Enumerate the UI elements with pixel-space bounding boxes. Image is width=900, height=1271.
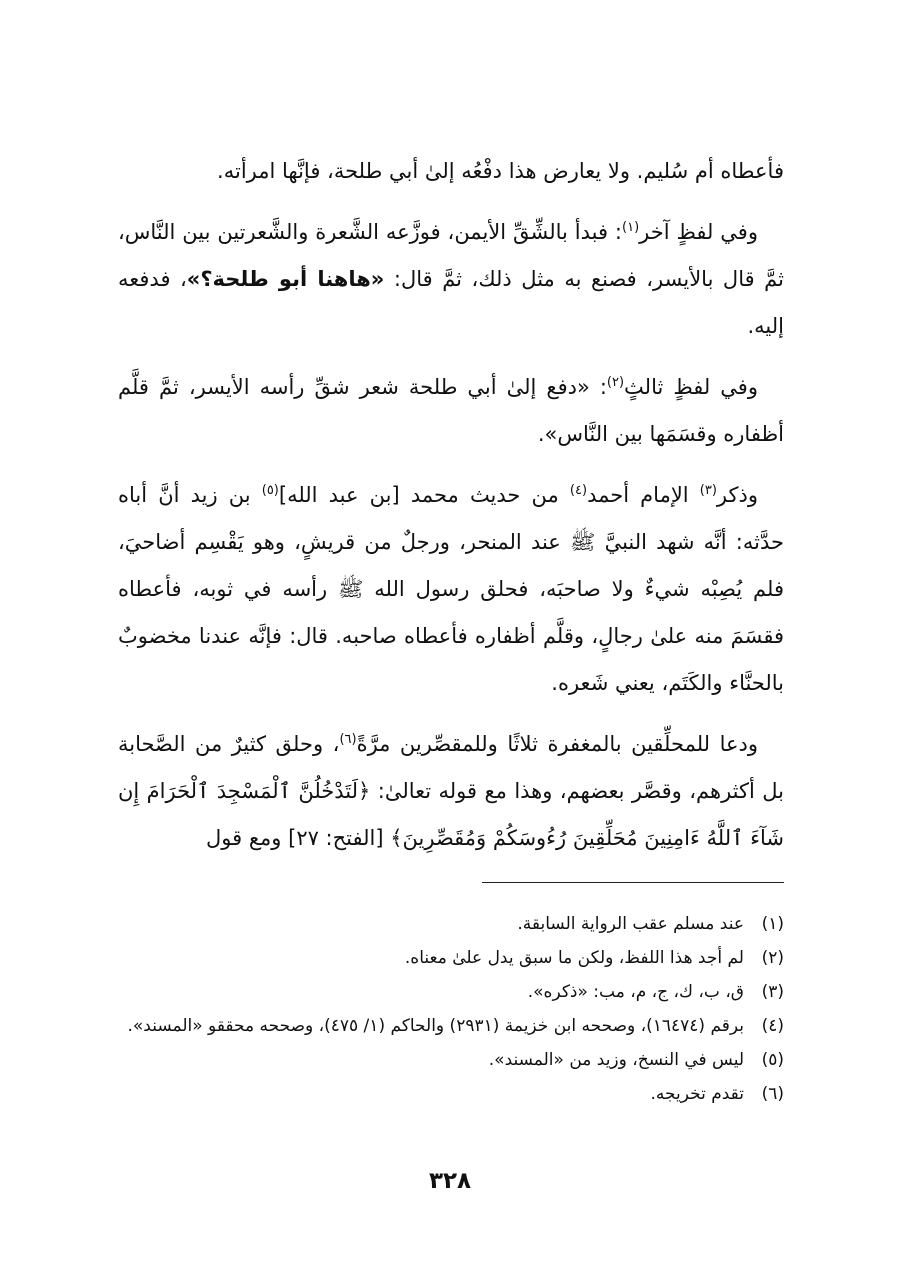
footnote-ref-6: (٦) (339, 732, 357, 747)
paragraph-3-text-b: : «دفع إلىٰ أبي طلحة شعر شقِّ رأسه الأيسر، ثمَّ قلَّم أظفاره وقسَمَها بين النَّاس». (118, 375, 784, 446)
paragraph-2-text-c: ، فدفعه إليه. (118, 267, 784, 338)
footnotes (118, 907, 784, 1111)
footnote-ref-5: (٥) (261, 483, 279, 498)
footnote-number: (١) (761, 914, 784, 934)
page-content (118, 148, 784, 1111)
footnote-item (118, 1077, 784, 1111)
footnote-ref-3: (٣) (699, 483, 717, 498)
paragraph-5-text-c: [الفتح: ٢٧] ومع قول (206, 826, 391, 850)
footnote-item (118, 907, 784, 941)
page-number: ٣٢٨ (428, 1168, 472, 1194)
footnote-text: ق، ب، ك، ج، م، مب: «ذكره». (527, 982, 744, 1002)
footnote-number: (٣) (761, 982, 784, 1002)
footnote-ref-2: (٢) (606, 375, 625, 390)
footnote-number: (٤) (761, 1016, 784, 1036)
footnote-ref-1: (١) (622, 220, 640, 235)
footnote-text: ليس في النسخ، وزيد من «المسند». (488, 1050, 744, 1070)
footnote-item (118, 1043, 784, 1077)
footnote-text: تقدم تخريجه. (650, 1084, 744, 1104)
paragraph-4-text-c: من حديث محمد [بن عبد الله] (278, 483, 570, 507)
paragraph-1-text: فأعطاه أم سُليم. ولا يعارض هذا دفْعُه إلىٰ أبي طلحة، فإنَّها امرأته. (217, 159, 784, 183)
footnote-ref-4: (٤) (569, 483, 588, 498)
footnote-number: (٢) (761, 948, 784, 968)
footnote-separator (482, 882, 784, 883)
paragraph-5 (118, 721, 784, 862)
footnote-text: لم أجد هذا اللفظ، ولكن ما سبق يدل علىٰ معناه. (404, 948, 744, 968)
footnote-text: برقم (١٦٤٧٤)، وصححه ابن خزيمة (٢٩٣١) والحاكم (١/ ٤٧٥)، وصححه محققو «المسند». (127, 1016, 744, 1036)
footnote-item (118, 1009, 784, 1043)
paragraph-4-text-d: بن زيد أنَّ أباه حدَّثه: أنَّه شهد النبيَّ ﷺ عند المنحر، ورجلٌ من قريشٍ، وهو يَقْسِم أضاحيَ، فلم يُصِبْه شيءٌ ولا صاحبَه، فحلق رسول الله ﷺ رأسه في ثوبه، فأعطاه فقسَمَ منه علىٰ رجالٍ، وقلَّم أظفاره فأعطاه صاحبه. قال: فإنَّه عندنا مخضوبٌ بالحنَّاء والكَتَم، يعني شَعره. (118, 483, 784, 695)
quran-verse: ﴿لَتَدْخُلُنَّ ٱلْمَسْجِدَ ٱلْحَرَامَ إِن شَآءَ ٱللَّهُ ءَامِنِينَ مُحَلِّقِينَ رُءُوسَكُمْ وَمُقَصِّرِينَ﴾ (118, 779, 784, 850)
paragraph-3 (118, 364, 784, 458)
footnote-item (118, 941, 784, 975)
quote-bold: «هاهنا أبو طلحة؟» (186, 267, 385, 291)
footnote-number: (٦) (761, 1084, 784, 1104)
footnote-number: (٥) (761, 1050, 784, 1070)
paragraph-2 (118, 209, 784, 350)
paragraph-5-text-a: ودعا للمحلِّقين بالمغفرة ثلاثًا وللمقصِّرين مرَّةً (356, 732, 758, 756)
paragraph-4-text-a: وذكر (716, 483, 758, 507)
paragraph-4 (118, 472, 784, 707)
paragraph-2-text-a: وفي لفظٍ آخر (639, 220, 758, 244)
paragraph-3-text-a: وفي لفظٍ ثالثٍ (624, 375, 758, 399)
paragraph-1 (118, 148, 784, 195)
paragraph-5-text-b: ، وحلق كثيرٌ من الصَّحابة بل أكثرهم، وقصَّر بعضهم، وهذا مع قوله تعالىٰ: (118, 732, 784, 803)
paragraph-4-text-b: الإمام أحمد (587, 483, 700, 507)
footnote-item (118, 975, 784, 1009)
paragraph-2-text-b: : فبدأ بالشِّقِّ الأيمن، فوزَّعه الشَّعرة والشَّعرتين بين النَّاس، ثمَّ قال بالأيسر، فصنع به مثل ذلك، ثمَّ قال: (118, 220, 784, 291)
footnote-text: عند مسلم عقب الرواية السابقة. (517, 914, 744, 934)
